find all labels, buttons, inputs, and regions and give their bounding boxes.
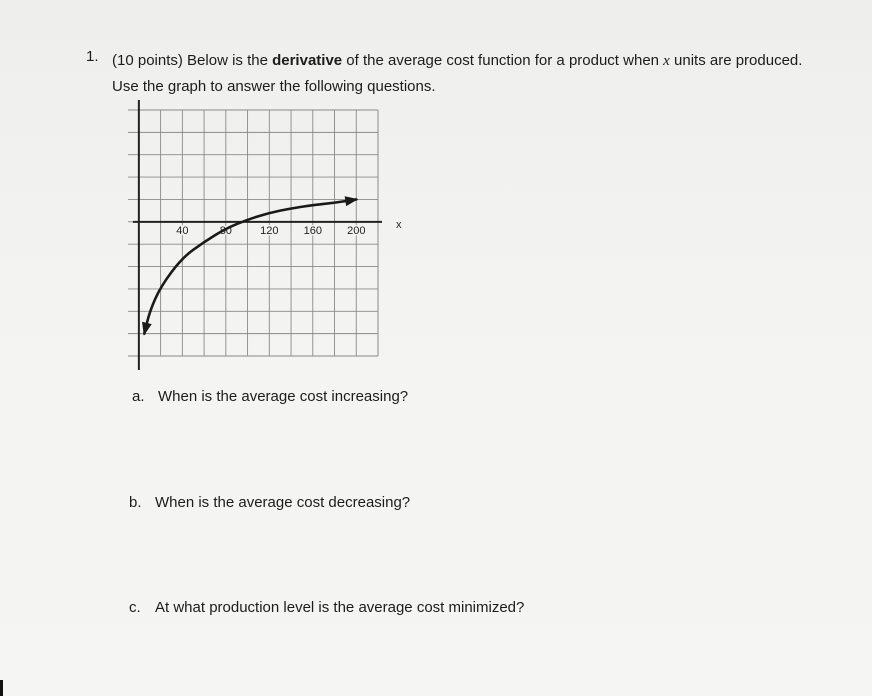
question-c: [129, 599, 524, 616]
x-tick-label: 80: [219, 224, 232, 237]
problem-intro-end: units are produced. Use the graph to answer the following questions.: [112, 52, 803, 95]
page-edge-mark: [0, 680, 3, 696]
question-a-letter: a.: [132, 388, 145, 405]
question-b: [129, 494, 410, 511]
x-tick-label: 160: [303, 224, 322, 237]
x-axis-label: x: [396, 218, 402, 231]
x-tick-label: 200: [347, 224, 366, 237]
problem-variable: x: [663, 53, 670, 69]
question-a: [132, 388, 408, 405]
x-tick-label: 120: [260, 224, 279, 237]
question-b-letter: b.: [129, 494, 142, 511]
question-c-text: At what production level is the average cost minimized?: [155, 599, 525, 616]
question-a-text: When is the average cost increasing?: [158, 388, 409, 405]
derivative-graph: [110, 98, 410, 383]
question-c-letter: c.: [129, 599, 141, 616]
problem-number: 1.: [86, 48, 99, 65]
problem-intro-after: of the average cost function for a product when: [342, 52, 664, 69]
problem-statement: [112, 48, 812, 100]
problem-intro-before: Below is the: [182, 52, 273, 69]
x-tick-label: 40: [176, 224, 189, 237]
question-b-text: When is the average cost decreasing?: [155, 494, 411, 511]
problem-emphasis: derivative: [272, 52, 343, 69]
problem-points: (10 points): [112, 52, 183, 69]
